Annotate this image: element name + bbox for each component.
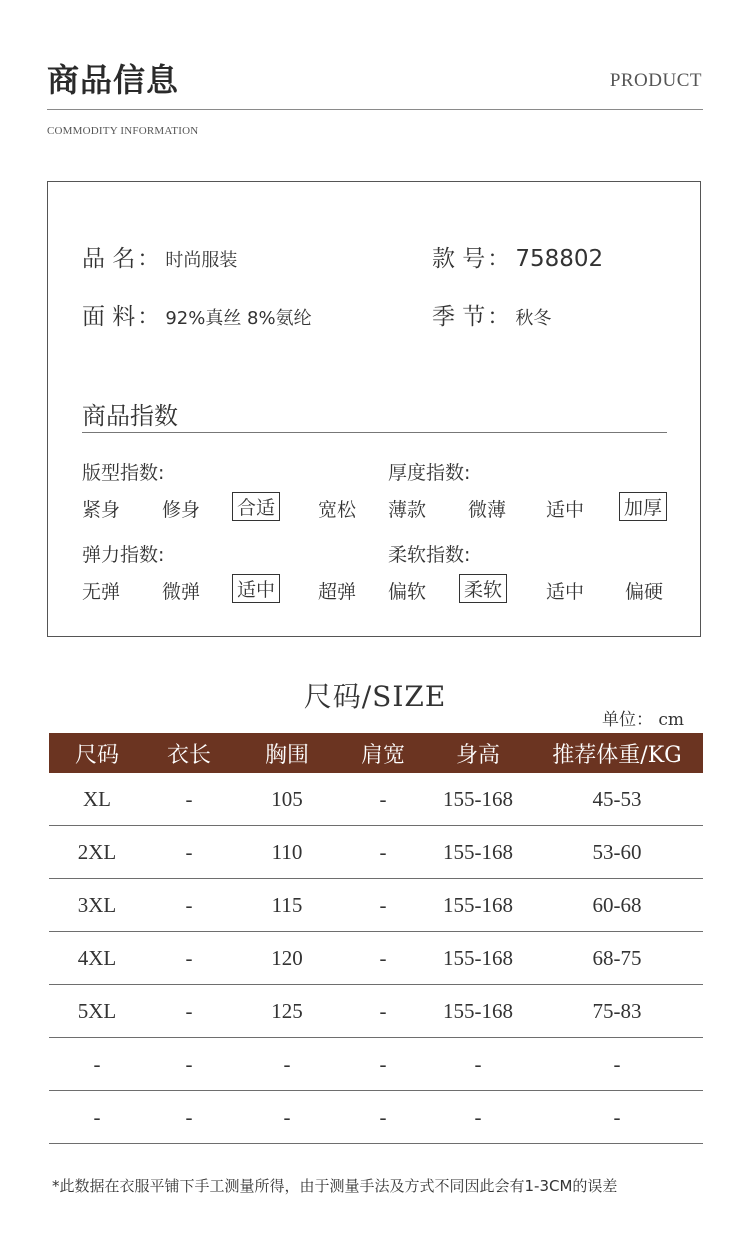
table-row — [49, 932, 703, 985]
table-cell: 75-83 — [592, 998, 642, 1023]
table-cell: - — [379, 1051, 387, 1076]
table-cell: 105 — [271, 786, 303, 811]
table-cell: - — [93, 1051, 101, 1076]
table-cell: - — [283, 1051, 291, 1076]
softness-option-selected: 柔软 — [459, 574, 507, 603]
table-cell: - — [379, 839, 387, 864]
table-cell: 120 — [271, 945, 303, 970]
table-cell: - — [93, 1104, 101, 1129]
softness-index-label: 柔软指数: — [388, 544, 471, 566]
colon: ： — [137, 305, 160, 330]
table-cell: XL — [83, 786, 111, 811]
thickness-option-selected: 加厚 — [619, 492, 667, 521]
elasticity-index — [82, 540, 362, 610]
table-cell: - — [185, 786, 193, 811]
fit-option: 宽松 — [318, 499, 357, 521]
fit-option: 修身 — [162, 499, 201, 521]
size-table — [49, 733, 703, 1144]
table-cell: 155-168 — [443, 892, 513, 917]
fabric-field — [82, 298, 312, 331]
season-label: 季 节 — [432, 304, 486, 330]
table-cell: - — [379, 786, 387, 811]
colon: ： — [487, 247, 510, 272]
elasticity-option: 超弹 — [318, 581, 357, 603]
table-cell: 115 — [271, 892, 303, 917]
table-row — [49, 826, 703, 879]
product-name-field — [82, 240, 237, 273]
measurement-footnote: *此数据在衣服平铺下手工测量所得，由于测量手法及方式不同因此会有1-3CM的误差 — [52, 1177, 618, 1195]
table-cell: 110 — [271, 839, 303, 864]
thickness-option: 微薄 — [468, 499, 507, 521]
table-row — [49, 985, 703, 1038]
column-header-shoulder: 肩宽 — [360, 742, 405, 768]
table-cell: - — [185, 839, 193, 864]
table-cell: - — [379, 998, 387, 1023]
product-index-divider — [82, 432, 667, 433]
table-cell: - — [613, 1051, 621, 1076]
size-chart-title: 尺码/SIZE — [303, 680, 447, 713]
column-header-length: 衣长 — [166, 742, 211, 768]
table-cell: 4XL — [77, 945, 117, 970]
page-title-en: PRODUCT — [609, 70, 702, 91]
table-cell: - — [283, 1104, 291, 1129]
thickness-index — [388, 458, 688, 528]
table-cell: 155-168 — [443, 998, 513, 1023]
table-cell: - — [185, 1051, 193, 1076]
fit-option: 紧身 — [82, 499, 121, 521]
table-cell: 155-168 — [443, 839, 513, 864]
style-number-label: 款 号 — [432, 246, 486, 272]
elasticity-option: 无弹 — [82, 581, 121, 603]
table-cell: - — [185, 945, 193, 970]
softness-index — [388, 540, 688, 610]
style-number-value: 758802 — [515, 246, 604, 272]
table-row — [49, 879, 703, 932]
table-cell: 2XL — [77, 839, 117, 864]
table-cell: 155-168 — [443, 786, 513, 811]
elasticity-index-label: 弹力指数: — [82, 544, 165, 566]
table-header — [49, 733, 703, 773]
table-cell: 45-53 — [592, 786, 642, 811]
elasticity-option: 微弹 — [162, 581, 201, 603]
table-cell: - — [474, 1051, 482, 1076]
fit-index — [82, 458, 362, 528]
table-cell: - — [185, 892, 193, 917]
page-subtitle: COMMODITY INFORMATION — [47, 125, 199, 137]
product-name-label: 品 名 — [82, 246, 136, 272]
thickness-option: 适中 — [546, 499, 585, 521]
elasticity-option-selected: 适中 — [232, 574, 280, 603]
table-cell: - — [185, 1104, 193, 1129]
fabric-label: 面 料 — [82, 304, 136, 330]
table-body — [49, 773, 703, 1144]
fit-option-selected: 合适 — [232, 492, 280, 521]
season-field — [432, 298, 551, 331]
column-header-size: 尺码 — [74, 742, 119, 768]
table-cell: 60-68 — [592, 892, 642, 917]
product-name-value: 时尚服装 — [165, 250, 238, 271]
column-header-height: 身高 — [455, 742, 500, 768]
colon: ： — [137, 247, 160, 272]
table-row — [49, 1038, 703, 1091]
fit-index-label: 版型指数: — [82, 462, 165, 484]
column-header-bust: 胸围 — [264, 742, 309, 768]
table-row — [49, 1091, 703, 1144]
table-cell: 68-75 — [592, 945, 642, 970]
table-cell: 155-168 — [443, 945, 513, 970]
style-number-field — [432, 240, 603, 273]
softness-option: 适中 — [546, 581, 585, 603]
column-header-weight: 推荐体重/KG — [552, 742, 682, 768]
table-cell: - — [379, 892, 387, 917]
table-cell: 125 — [271, 998, 303, 1023]
size-unit: 单位： cm — [601, 710, 684, 730]
table-cell: - — [613, 1104, 621, 1129]
thickness-option: 薄款 — [388, 499, 427, 521]
table-cell: 53-60 — [592, 839, 642, 864]
table-cell: - — [379, 1104, 387, 1129]
softness-option: 偏软 — [388, 581, 427, 603]
softness-option: 偏硬 — [625, 581, 664, 603]
season-value: 秋冬 — [515, 308, 552, 329]
product-index-title: 商品指数 — [82, 402, 178, 430]
table-cell: 3XL — [77, 892, 117, 917]
fabric-value: 92%真丝 8%氨纶 — [165, 308, 312, 329]
page-title: 商品信息 — [47, 61, 180, 99]
colon: ： — [487, 305, 510, 330]
table-cell: - — [379, 945, 387, 970]
title-divider — [47, 109, 703, 110]
thickness-index-label: 厚度指数: — [388, 462, 471, 484]
table-cell: - — [185, 998, 193, 1023]
table-cell: 5XL — [77, 998, 117, 1023]
table-cell: - — [474, 1104, 482, 1129]
table-row — [49, 773, 703, 826]
